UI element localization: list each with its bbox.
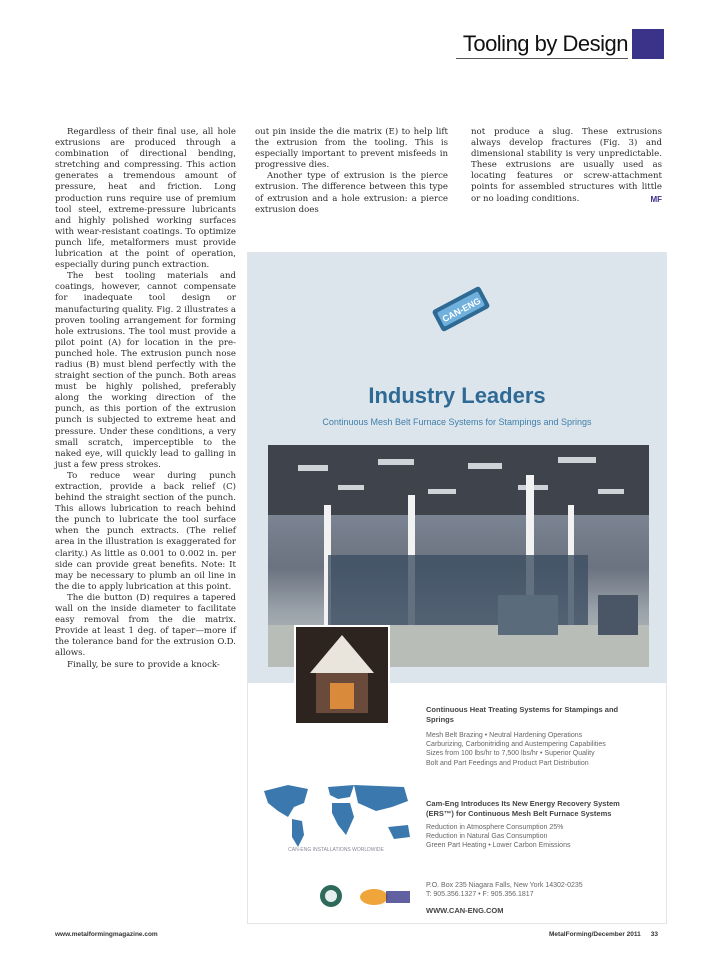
paragraph: The best tooling materials and coatings, however, cannot compensate for inadequate tool design or manufacturing quality. Fig. 2 illustrates a proven tooling arrangement for forming hole extrusions. The tool must provide a pilot point (A) for location in the pre-punched hole. The extrusion punch nose radius (B) must blend perfectly with the straight section of the punch. Both areas must be highly polished, preferably along the working direction of the punch, as this portion of the extrusion punch is subjected to extreme heat and pressure. Under these conditions, a very small scratch, imperceptible to the naked eye, will quickly lead to galling in just a few press strokes.	[55, 271, 236, 470]
article-column-1	[55, 127, 236, 671]
website-link[interactable]: WWW.CAN-ENG.COM	[426, 906, 504, 915]
page-number: 33	[650, 931, 658, 938]
features-list	[426, 731, 646, 768]
article-column-3	[471, 127, 662, 205]
paragraph: Regardless of their final use, all hole extrusions are produced through a combination of directional bending, stretching and compressing. This action generates a tremendous amount of pressure, heat and friction. Long production runs require use of premium tool steel, extreme-pressure lubricants and highly polished working surfaces with wear-resistant coatings. To optimize punch life, metalformers must provide lubrication at the point of operation, especially during punch extraction.	[55, 127, 236, 271]
feature-line: Carburizing, Carbonitriding and Austempering Capabilities	[426, 741, 606, 749]
footer-website: www.metalformingmagazine.com	[55, 931, 158, 938]
ad-tagline: Continuous Mesh Belt Furnace Systems for Stampings and Springs	[322, 417, 592, 427]
ers-line: Reduction in Natural Gas Consumption	[426, 833, 548, 841]
furnace-inset-photo	[294, 625, 390, 725]
paragraph: out pin inside the die matrix (E) to help lift the extrusion from the tooling. This is especially important to prevent misfeeds in progressive dies.	[255, 127, 448, 171]
ers-title: Cam-Eng Introduces Its New Energy Recovery System (ERS™) for Continuous Mesh Belt Furnace Systems	[426, 799, 620, 818]
company-logo	[426, 281, 496, 337]
advertisement	[247, 252, 667, 924]
contact-line: P.O. Box 235 Niagara Falls, New York 14302-0235	[426, 882, 583, 889]
partner-logo-icon	[360, 889, 388, 905]
ers-list	[426, 823, 646, 851]
ers-line: Reduction in Atmosphere Consumption 25%	[426, 824, 564, 831]
header-color-block	[632, 29, 664, 59]
feature-line: Sizes from 100 lbs/hr to 7,500 lbs/hr • Superior Quality	[426, 750, 595, 758]
paragraph: To reduce wear during punch extraction, provide a back relief (C) behind the straight section of the punch. This allows lubrication to reach behind the punch to lubricate the tool surface when the punch extracts. (The relief area in the illustration is exaggerated for clarity.) As little as 0.001 to 0.002 in. per side can provide great benefits. Note: It may be necessary to plumb an oil line in the die to apply lubrication at this point.	[55, 470, 236, 592]
feature-line: Bolt and Part Feedings and Product Part Distribution	[426, 759, 589, 767]
world-map	[258, 777, 422, 853]
end-mark: MF	[650, 194, 662, 204]
paragraph: Another type of extrusion is the pierce extrusion. The difference between this type of extrusion and a hole extrusion: a pierce extrusion does	[255, 171, 448, 215]
contact-info	[426, 881, 646, 899]
section-title: Tooling by Design	[462, 31, 628, 56]
running-header	[456, 29, 664, 59]
issue-label: MetalForming/December 2011	[549, 931, 641, 938]
header-rule	[456, 58, 628, 59]
logo-text: CAN-ENG	[440, 295, 483, 325]
feature-line: Mesh Belt Brazing • Neutral Hardening Operations	[426, 732, 583, 739]
ers-line: Green Part Heating • Lower Carbon Emissions	[426, 842, 571, 850]
ad-headline: Industry Leaders	[368, 383, 546, 408]
article-column-2	[255, 127, 448, 216]
paragraph	[471, 127, 662, 205]
contact-line: T: 905.356.1327 • F: 905.356.1817	[426, 891, 534, 899]
map-caption: CAN-ENG INSTALLATIONS WORLDWIDE	[288, 847, 384, 853]
features-title: Continuous Heat Treating Systems for Stampings and Springs	[426, 705, 619, 724]
certification-logos	[318, 883, 414, 909]
paragraph: The die button (D) requires a tapered wall on the inside diameter to facilitate easy removal from the die matrix. Provide at least 1 deg. of taper—more if the tolerance band for the extrusion O.D. allows.	[55, 592, 236, 659]
paragraph-text: not produce a slug. These extrusions always develop fractures (Fig. 3) and dimensional stability is very unpredictable. These extrusions are usually used as locating features or screw-attachment points for assembled structures with little or no loading conditions.	[471, 127, 662, 204]
footer-issue	[549, 931, 658, 938]
paragraph: Finally, be sure to provide a knock-	[67, 659, 220, 670]
